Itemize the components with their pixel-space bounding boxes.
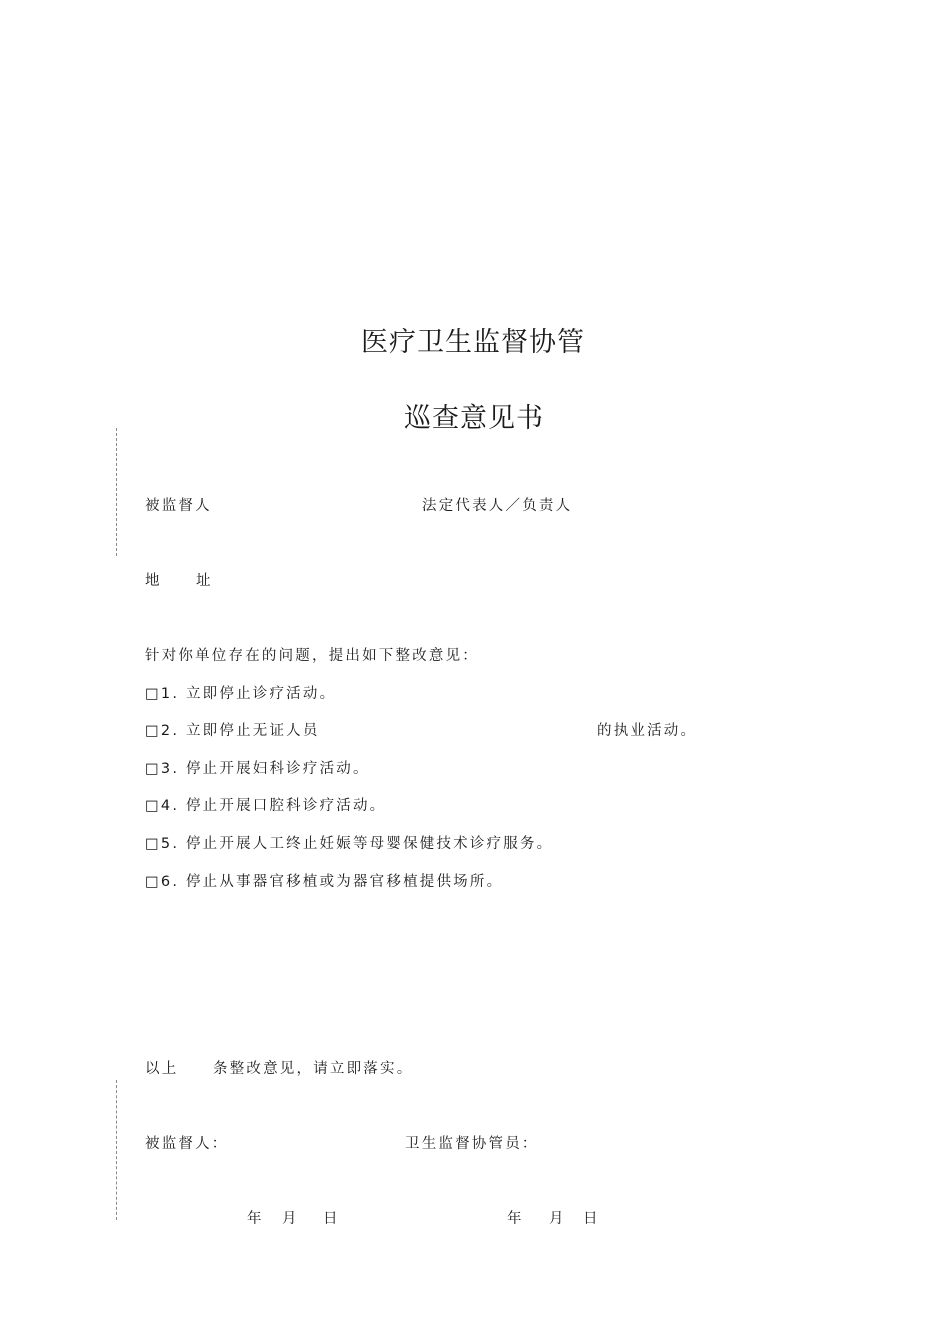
item-number: 1. [160,686,180,702]
item-text-suffix: 的执业活动。 [597,723,698,739]
page-subtitle: 巡查意见书 [404,403,544,434]
checkbox[interactable]: □ [145,761,161,777]
conclusion-suffix: 条整改意见，请立即落实。 [213,1061,414,1077]
address-label-part1: 地 [145,573,162,589]
list-item [145,682,336,703]
page-title: 医疗卫生监督协管 [361,327,585,358]
legal-representative-label: 法定代表人／负责人 [422,498,573,514]
conclusion-prefix: 以上 [145,1061,179,1077]
date-year-right: 年 [507,1211,524,1227]
date-day-right: 日 [583,1211,600,1227]
checkbox[interactable]: □ [145,686,161,702]
list-item [145,794,386,815]
item-number: 2. [160,723,180,739]
item-text: 立即停止无证人员 [185,723,320,739]
list-item [145,757,370,778]
item-text: 停止开展妇科诊疗活动。 [185,761,370,777]
item-number: 6. [160,874,180,890]
checkbox[interactable]: □ [145,836,161,852]
inspector-signature-label: 卫生监督协管员： [405,1136,539,1152]
date-year-left: 年 [247,1211,264,1227]
list-item [145,832,553,853]
date-month-right: 月 [549,1211,566,1227]
rectification-intro: 针对你单位存在的问题，提出如下整改意见： [145,648,479,664]
item-number: 5. [160,836,180,852]
checkbox[interactable]: □ [145,874,161,890]
item-text: 停止开展人工终止妊娠等母婴保健技术诊疗服务。 [185,836,554,852]
address-label-part2: 址 [196,573,213,589]
item-text: 立即停止诊疗活动。 [185,686,337,702]
item-number: 3. [160,761,180,777]
margin-line-top [116,428,117,556]
supervised-signature-label: 被监督人： [145,1136,229,1152]
list-item [145,870,503,891]
checkbox[interactable]: □ [145,723,161,739]
list-item [145,719,320,740]
supervised-party-label: 被监督人 [145,498,212,514]
date-month-left: 月 [282,1211,299,1227]
item-number: 4. [160,798,180,814]
margin-line-bottom [116,1080,117,1220]
item-text: 停止开展口腔科诊疗活动。 [185,798,387,814]
date-day-left: 日 [323,1211,340,1227]
checkbox[interactable]: □ [145,798,161,814]
item-text: 停止从事器官移植或为器官移植提供场所。 [185,874,504,890]
